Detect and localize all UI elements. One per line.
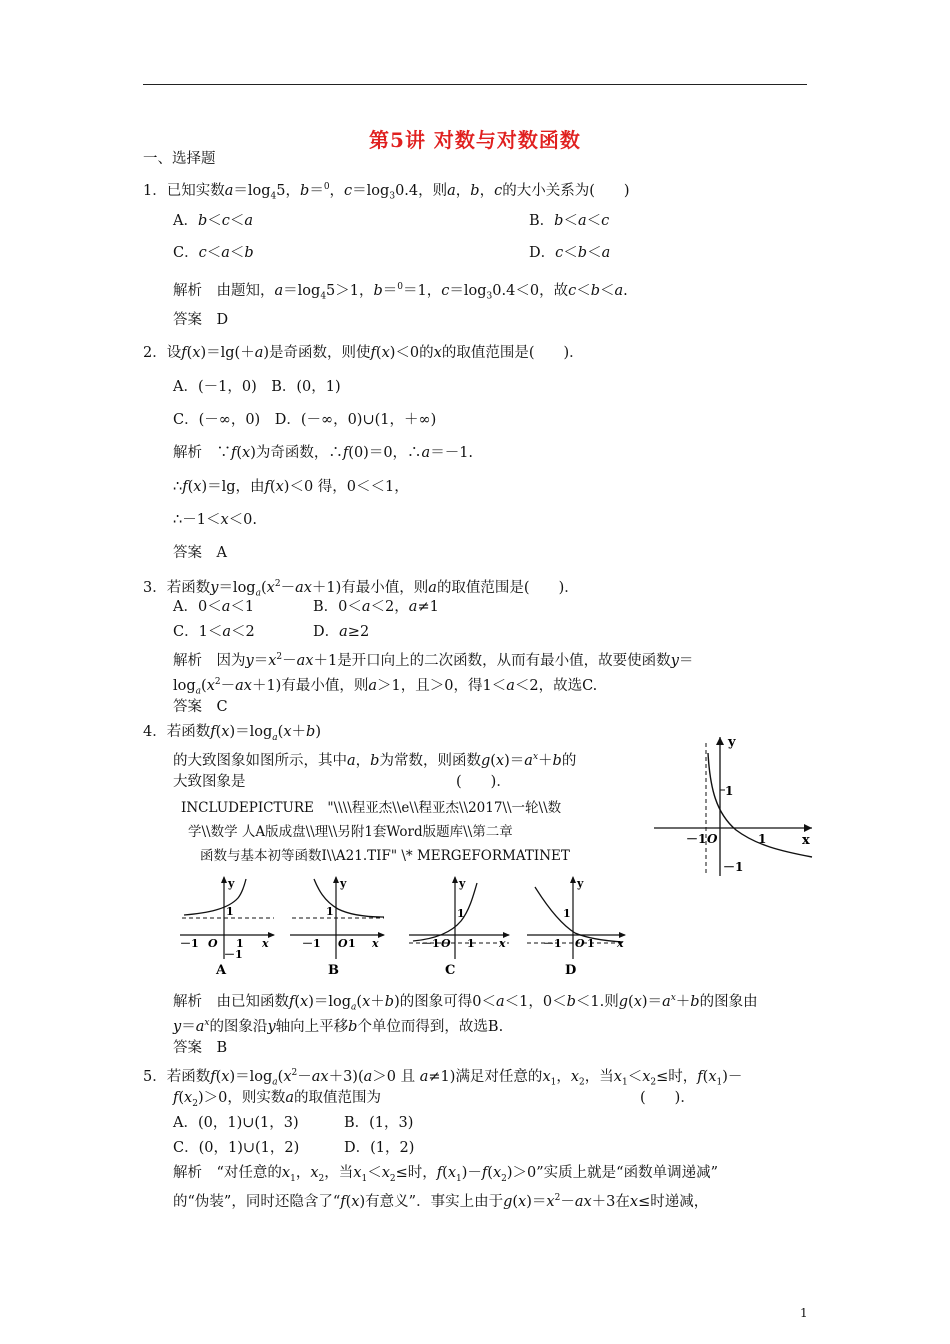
graph-c-y-label: y xyxy=(459,877,466,890)
page-title: 第5讲 对数与对数函数 xyxy=(369,128,581,152)
q4-include-line2: 学\\数学 人A版成盘\\理\\另附1套Word版题库\\第二章 xyxy=(188,824,513,840)
q5-answer-paren: ( )． xyxy=(640,1090,695,1106)
q3-option-d: D．a≥2 xyxy=(313,624,370,640)
graph-c-tick-1: 1 xyxy=(457,907,465,920)
q2-options-cd: C．(－∞，0) D．(－∞，0)∪(1，＋∞) xyxy=(173,412,437,428)
q5-option-d: D．(1，2) xyxy=(344,1140,415,1156)
tick-label-y-neg1: －1 xyxy=(723,860,744,874)
q4-main-graph xyxy=(650,733,815,878)
q4-graph-b xyxy=(288,873,392,977)
graph-a-tick-yneg1: －1 xyxy=(224,948,243,961)
q1-option-a: A．b＜c＜a xyxy=(173,213,254,229)
q5-stem: 5．若函数$f(x)=\log_a(x^2-ax+3)(a>0$ 且 a≠1)满足对任意的$x_1$，$x_2$，当$x_1<x_2\le$时，$f(x_1)-$ xyxy=(143,1068,743,1088)
q1-answer: 答案 D xyxy=(173,312,229,328)
graph-a-label: A xyxy=(216,963,227,977)
q4-stem-line2: 的大致图象如图所示，其中a，b为常数，则函数$g(x)=a^x+b$的 xyxy=(173,752,577,769)
q1-option-b: B．b＜a＜c xyxy=(529,213,610,229)
graph-b-origin: O xyxy=(338,937,348,950)
graph-a-origin: O xyxy=(208,937,218,950)
q3-option-a: A．0＜a＜1 xyxy=(173,599,255,615)
q2-answer: 答案 A xyxy=(173,545,227,561)
graph-d-label: D xyxy=(565,963,577,977)
tick-label-y-1: 1 xyxy=(725,784,734,798)
graph-b-tick-1: 1 xyxy=(326,905,334,918)
graph-d-tick-1: 1 xyxy=(563,907,571,920)
q4-graph-d xyxy=(523,873,631,977)
graph-d-tick-x1: 1 xyxy=(587,937,595,950)
page-number: 1 xyxy=(800,1306,808,1320)
axis-label-y: y xyxy=(728,735,736,750)
q5-stem-line2: $f(x_2)>0$，则实数a的取值范围为 xyxy=(173,1090,382,1109)
graph-a-x-label: x xyxy=(262,937,269,950)
q4-stem: 4．若函数$f(x)=\log_a(x+b)$ xyxy=(143,724,321,743)
graph-b-tick-neg1: －1 xyxy=(302,937,321,950)
graph-c-tick-x1: 1 xyxy=(467,937,475,950)
q4-analysis-line1: 解析 由已知函数$f(x)=\log_a(x+b)$的图象可得0＜a＜1，0＜b＜1.则$g(x)=a^x+b$的图象由 xyxy=(173,993,758,1013)
q1-option-d: D．c＜b＜a xyxy=(529,245,611,261)
q4-graph-a xyxy=(178,873,282,977)
header-rule xyxy=(143,84,807,85)
q5-analysis-line1: 解析 “对任意的$x_1$，$x_2$，当$x_1<x_2\le$时，$f(x_1)-f(x_2)>0$”实质上就是“函数单调递减” xyxy=(173,1165,719,1184)
q3-analysis-line2: $\log_a(x^2-ax+1)$有最小值，则a＞1，且＞0，得1＜a＜2，故选C. xyxy=(173,677,598,697)
q5-option-b: B．(1，3) xyxy=(344,1115,414,1131)
q3-answer: 答案 C xyxy=(173,699,228,715)
q4-stem-line3: 大致图象是 xyxy=(173,774,246,790)
q5-option-c: C．(0，1)∪(1，2) xyxy=(173,1140,300,1156)
graph-a-y-label: y xyxy=(228,877,235,890)
q4-answer-paren: ( )． xyxy=(456,774,511,790)
graph-a-tick-1: 1 xyxy=(226,905,234,918)
graph-d-tick-neg1: －1 xyxy=(543,937,562,950)
tick-label-x-neg1: －1 xyxy=(686,832,707,846)
q4-analysis-line2: $y=a^x$的图象沿y轴向上平移b个单位而得到，故选B. xyxy=(173,1018,504,1035)
q3-analysis-line1: 解析 因为$y=x^2-ax+1$是开口向上的二次函数，从而有最小值，故要使函数y＝ xyxy=(173,652,694,669)
q2-options-ab: A．(－1，0) B．(0，1) xyxy=(173,379,341,395)
q1-analysis: 解析 由题知，$a=\log_45>1$，b＝$^0$＝1，$c=\log_30.4<0$，故c＜b＜a. xyxy=(173,282,628,302)
section-heading: 一、选择题 xyxy=(143,151,216,167)
graph-b-y-label: y xyxy=(340,877,347,890)
q1-stem: 1．已知实数$a=\log_45$，b＝$^0$，$c=\log_30.4$，则a，b，c的大小关系为( ) xyxy=(143,182,630,202)
q2-analysis-line2: ∴f(x)＝lg，由f(x)＜0 得，0＜＜1， xyxy=(173,479,409,495)
graph-a-tick-neg1: －1 xyxy=(180,937,199,950)
tick-label-x-1: 1 xyxy=(758,832,767,846)
graph-b-tick-x1: 1 xyxy=(348,937,356,950)
graph-b-x-label: x xyxy=(372,937,379,950)
graph-c-tick-neg1: －1 xyxy=(421,937,440,950)
graph-a-tick-x1: 1 xyxy=(236,937,244,950)
q2-analysis-line1: 解析 ∵f(x)为奇函数，∴f(0)＝0，∴a＝－1. xyxy=(173,445,474,461)
q4-include-line1: INCLUDEPICTURE "\\\\程亚杰\\e\\程亚杰\\2017\\一轮\\数 xyxy=(181,800,562,816)
axis-label-x: x xyxy=(802,833,810,848)
q2-analysis-line3: ∴－1＜x＜0. xyxy=(173,512,257,528)
origin-label: O xyxy=(707,832,718,846)
graph-c-origin: O xyxy=(441,937,451,950)
q4-include-line3: 函数与基本初等函数Ⅰ\\A21.TIF" \* MERGEFORMATINET xyxy=(200,848,570,864)
q2-stem: 2．设f(x)＝lg(＋a)是奇函数，则使f(x)＜0的x的取值范围是( )． xyxy=(143,345,584,361)
graph-d-origin: O xyxy=(575,937,585,950)
q4-answer: 答案 B xyxy=(173,1040,228,1056)
graph-b-label: B xyxy=(328,963,339,977)
graph-d-x-label: x xyxy=(617,937,624,950)
graph-d-y-label: y xyxy=(577,877,584,890)
graph-c-label: C xyxy=(445,963,456,977)
graph-c-x-label: x xyxy=(499,937,506,950)
q3-option-c: C．1＜a＜2 xyxy=(173,624,255,640)
q1-option-c: C．c＜a＜b xyxy=(173,245,254,261)
q4-graph-c xyxy=(405,873,515,977)
q3-option-b: B．0＜a＜2，a≠1 xyxy=(313,599,439,615)
q5-option-a: A．(0，1)∪(1，3) xyxy=(173,1115,299,1131)
q3-stem: 3．若函数$y=\log_a(x^2-ax+1)$有最小值，则a的取值范围是( )． xyxy=(143,579,579,599)
q5-analysis-line2: 的“伪装”，同时还隐含了“f(x)有意义”．事实上由于$g(x)=x^2-ax+3$在x≤时递减， xyxy=(173,1193,709,1210)
